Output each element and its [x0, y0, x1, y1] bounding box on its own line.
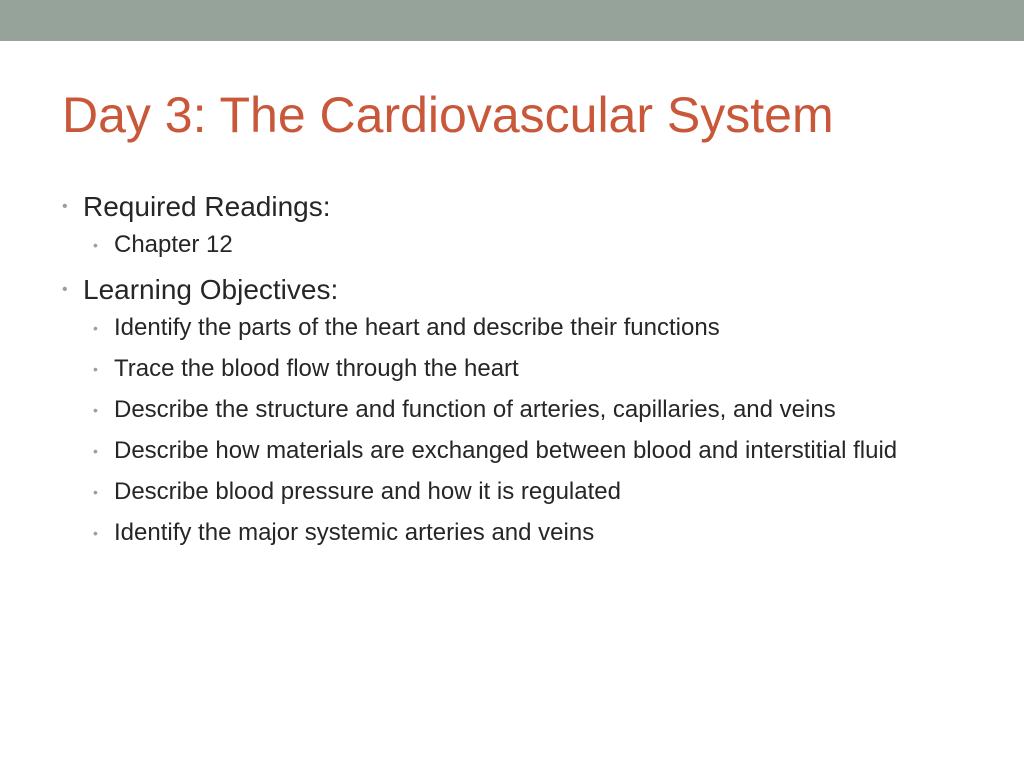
- list-item: [84, 311, 922, 345]
- bullet-icon: •: [93, 237, 98, 253]
- bullet-icon: •: [93, 525, 98, 541]
- list-item: [84, 516, 922, 550]
- list-item-text: Trace the blood flow through the heart: [114, 355, 519, 382]
- top-accent-bar: [0, 0, 1024, 41]
- list-item: [84, 393, 922, 427]
- bullet-icon: •: [93, 320, 98, 336]
- list-item-text: Describe the structure and function of arteries, capillaries, and veins: [114, 396, 836, 423]
- list-item: [84, 475, 922, 509]
- bullet-icon: •: [93, 484, 98, 500]
- bullet-icon: •: [62, 198, 68, 215]
- bullet-icon: •: [93, 443, 98, 459]
- list-item-text: Describe how materials are exchanged between blood and interstitial fluid: [114, 437, 898, 464]
- section-learning-objectives: [62, 269, 922, 550]
- list-item-text: Chapter 12: [114, 231, 233, 258]
- readings-list: [83, 228, 922, 262]
- list-item-text: Identify the major systemic arteries and veins: [114, 519, 595, 546]
- list-item-text: Describe blood pressure and how it is regulated: [114, 478, 621, 505]
- bullet-icon: •: [93, 361, 98, 377]
- objectives-list: [83, 311, 922, 550]
- bullet-icon: •: [93, 402, 98, 418]
- list-item-text: Identify the parts of the heart and describe their functions: [114, 314, 720, 341]
- section-heading: Learning Objectives:: [83, 274, 339, 305]
- bullet-icon: •: [62, 281, 68, 298]
- list-item: [84, 352, 922, 386]
- section-required-readings: [62, 186, 922, 262]
- list-item: [84, 434, 922, 468]
- slide-title: Day 3: The Cardiovascular System: [62, 87, 834, 143]
- list-item: [84, 228, 922, 262]
- slide-content: [62, 186, 922, 557]
- section-heading: Required Readings:: [83, 191, 331, 222]
